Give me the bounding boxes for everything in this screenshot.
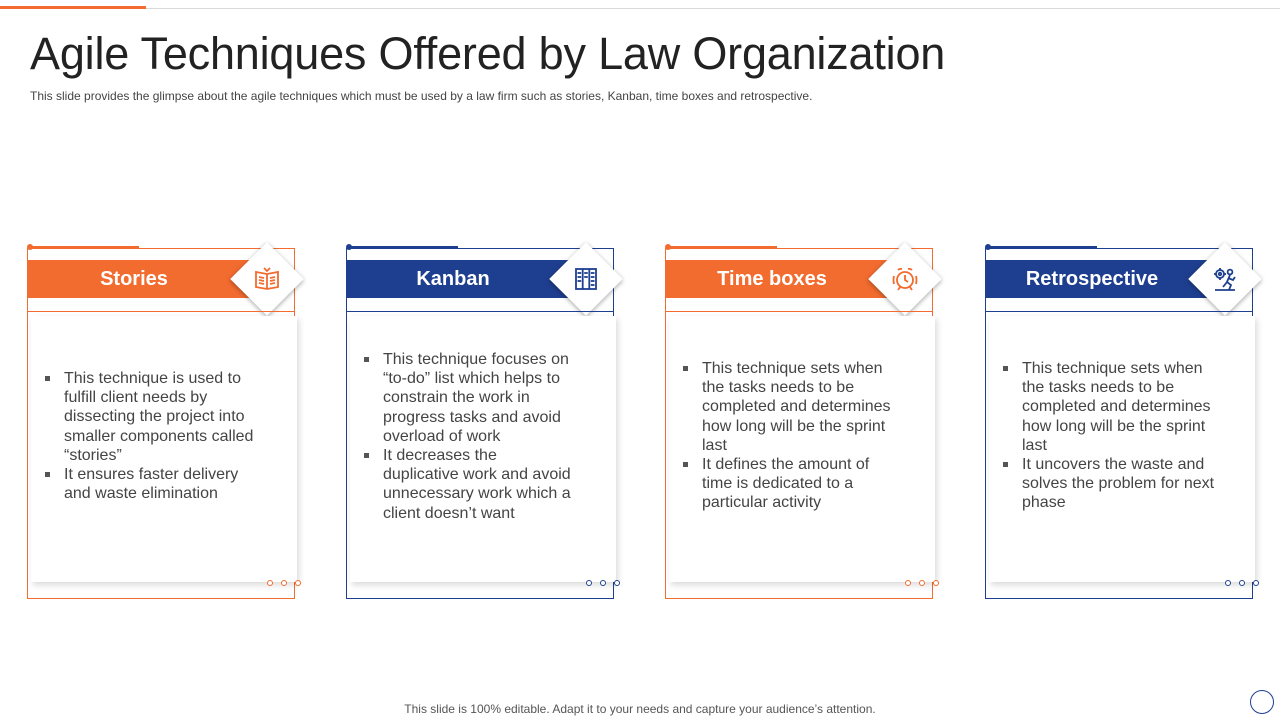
- top-divider: [0, 8, 1280, 9]
- bullet-item: It uncovers the waste and solves the problem for next phase: [1003, 455, 1215, 513]
- kanban-board-icon: [567, 260, 605, 298]
- bullet-item: It defines the amount of time is dedicated to a particular activity: [683, 455, 895, 513]
- card-banner: [665, 260, 895, 298]
- card-title: Retrospective: [1025, 267, 1159, 290]
- top-accent-bar: [0, 6, 146, 9]
- slide-subtitle: This slide provides the glimpse about the agile techniques which must be used by a law firm such as stories, Kanban, time boxes and retrospective.: [30, 89, 813, 103]
- card-title: Stories: [100, 267, 168, 290]
- card-bullet-list: [683, 359, 895, 513]
- card-dots: [267, 580, 301, 586]
- card-stories: [27, 244, 297, 599]
- card-banner: [346, 260, 576, 298]
- bullet-item: It ensures faster delivery and waste elimination: [45, 465, 257, 503]
- bullet-item: This technique focuses on “to-do” list which helps to constrain the work in progress tasks and avoid overload of work: [364, 350, 576, 446]
- card-bullet-list: [45, 369, 257, 503]
- bullet-item: This technique sets when the tasks needs to be completed and determines how long will be the sprint last: [683, 359, 895, 455]
- alarm-clock-icon: [886, 260, 924, 298]
- card-retrospective: [985, 244, 1255, 599]
- person-gear-icon: [1206, 260, 1244, 298]
- card-title: Kanban: [416, 267, 490, 290]
- card-kanban: [346, 244, 616, 599]
- slide-footer: This slide is 100% editable. Adapt it to your needs and capture your audience’s attention.: [404, 702, 876, 716]
- book-icon: [248, 260, 286, 298]
- bullet-item: It decreases the duplicative work and avoid unnecessary work which a client doesn’t want: [364, 446, 576, 523]
- card-time-boxes: [665, 244, 935, 599]
- bullet-item: This technique is used to fulfill client needs by dissecting the project into smaller components called “stories”: [45, 369, 257, 465]
- card-title: Time boxes: [717, 267, 827, 290]
- card-bullet-list: [1003, 359, 1215, 513]
- card-bullet-list: [364, 350, 576, 523]
- bullet-item: This technique sets when the tasks needs to be completed and determines how long will be the sprint last: [1003, 359, 1215, 455]
- card-dots: [586, 580, 620, 586]
- card-banner: [27, 260, 257, 298]
- card-dots: [905, 580, 939, 586]
- corner-circle-decoration: [1250, 690, 1274, 714]
- card-dots: [1225, 580, 1259, 586]
- card-banner: [985, 260, 1215, 298]
- slide-title: Agile Techniques Offered by Law Organization: [30, 28, 946, 79]
